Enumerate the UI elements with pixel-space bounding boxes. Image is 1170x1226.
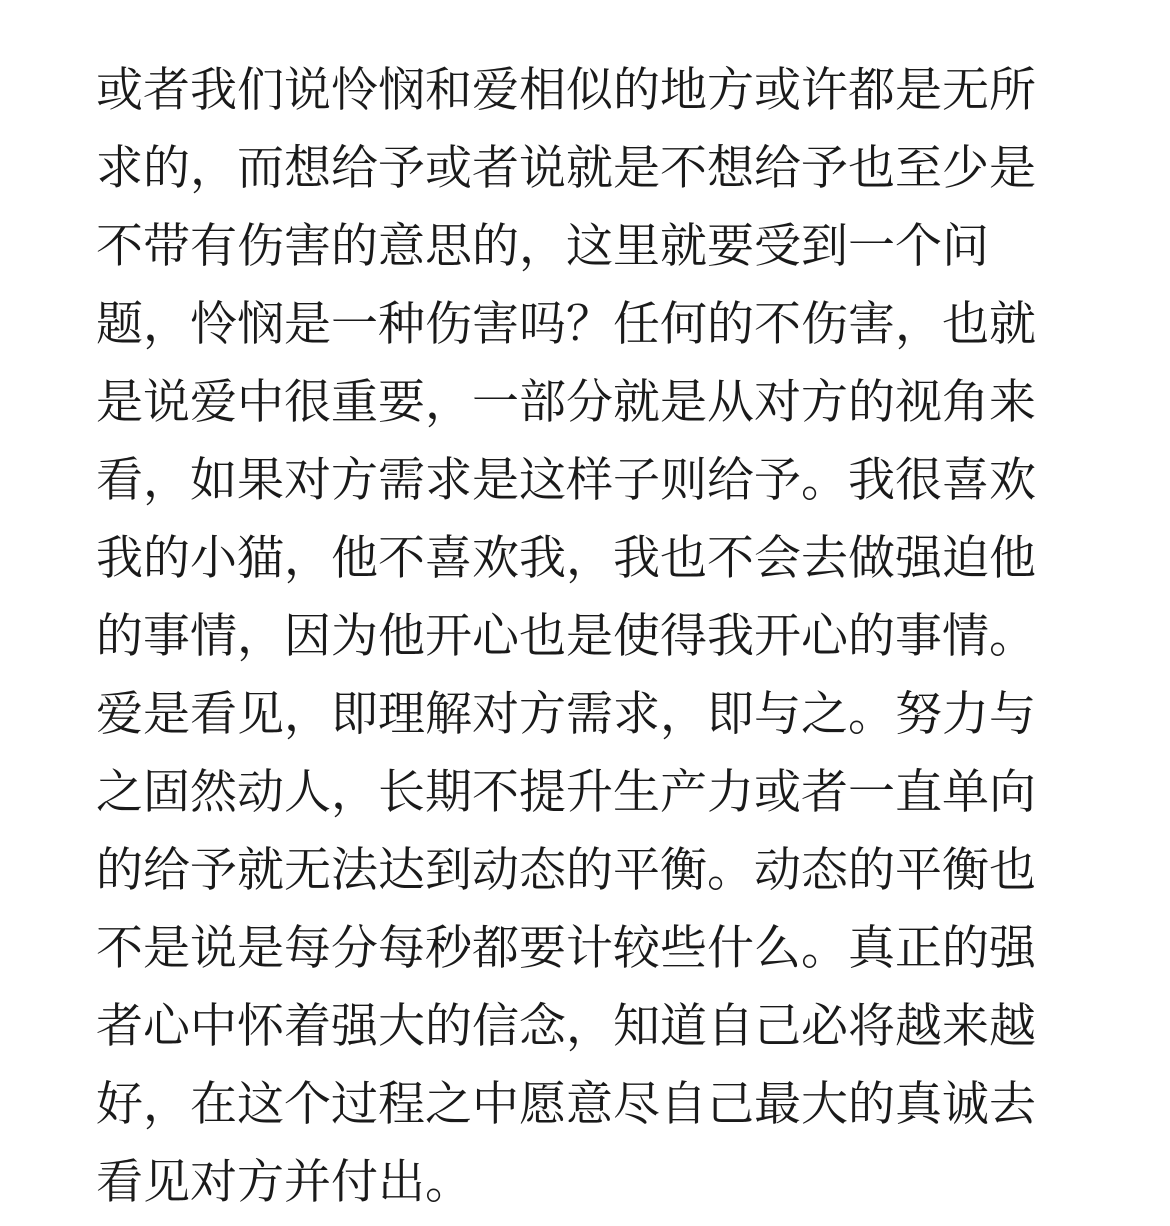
text-line-2: 求的，而想给予或者说就是不想给予也至少是 bbox=[96, 141, 1036, 196]
text-line-5: 是说爱中很重要，一部分就是从对方的视角来 bbox=[96, 375, 1036, 430]
text-line-11: 的给予就无法达到动态的平衡。动态的平衡也 bbox=[96, 843, 1036, 898]
text-line-10: 之固然动人，长期不提升生产力或者一直单向 bbox=[96, 765, 1036, 820]
text-line-13: 者心中怀着强大的信念，知道自己必将越来越 bbox=[96, 999, 1036, 1054]
article-body bbox=[96, 52, 1076, 1222]
text-line-15: 看见对方并付出。 bbox=[96, 1155, 472, 1210]
text-line-3: 不带有伤害的意思的，这里就要受到一个问 bbox=[96, 219, 989, 274]
text-line-7: 我的小猫，他不喜欢我，我也不会去做强迫他 bbox=[96, 531, 1036, 586]
text-line-14: 好，在这个过程之中愿意尽自己最大的真诚去 bbox=[96, 1077, 1036, 1132]
text-line-12: 不是说是每分每秒都要计较些什么。真正的强 bbox=[96, 921, 1036, 976]
text-line-1: 或者我们说怜悯和爱相似的地方或许都是无所 bbox=[96, 63, 1036, 118]
text-line-4: 题，怜悯是一种伤害吗？任何的不伤害，也就 bbox=[96, 297, 1036, 352]
text-line-9: 爱是看见，即理解对方需求，即与之。努力与 bbox=[96, 687, 1036, 742]
text-line-8: 的事情，因为他开心也是使得我开心的事情。 bbox=[96, 609, 1036, 664]
text-line-6: 看，如果对方需求是这样子则给予。我很喜欢 bbox=[96, 453, 1036, 508]
